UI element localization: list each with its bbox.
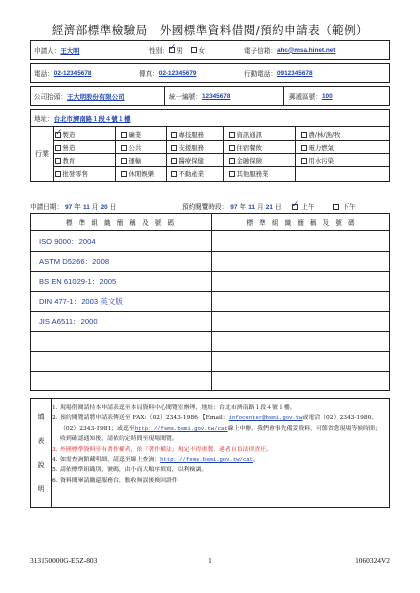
industry-option[interactable] [171, 130, 204, 139]
industry-option-label: 資訊通訊 [236, 131, 263, 139]
fax-label: 傳真： [139, 70, 159, 78]
instruction-item-3: 3. 外國標準資料享有著作權者，依「著作權法」規定不得重製，違者自負法律責任。 [52, 446, 273, 453]
applicant-name-field[interactable]: 王大明 [60, 47, 80, 55]
zip-field[interactable]: 100 [321, 92, 333, 100]
industry-option-label: 製造 [62, 131, 76, 139]
industry-checkbox[interactable] [121, 158, 127, 164]
industry-option-label: 運輸 [128, 157, 142, 165]
address-label: 地址： [34, 115, 54, 123]
apply-date-label: 申請日期： [30, 203, 63, 211]
instructions-section [30, 398, 390, 508]
day-unit-2: 日 [274, 203, 282, 211]
industry-option[interactable] [55, 169, 88, 178]
gender-female-label: 女 [198, 47, 205, 55]
industry-option-label: 住宿餐飲 [236, 144, 263, 152]
industry-checkbox[interactable] [229, 145, 235, 151]
zip-label: 郵遞區號： [289, 93, 322, 101]
row-contact [30, 63, 390, 83]
gender-male-checkbox[interactable] [169, 47, 175, 53]
row-applicant [30, 40, 390, 60]
am-label: 上午 [301, 203, 315, 211]
industry-option-label: 電力燃氣 [308, 144, 335, 152]
instruction-item-5: 5. 請依標準組織別、號碼，由小而大順序填寫，以利檢調。 [52, 467, 208, 474]
gender-female-checkbox[interactable] [191, 47, 197, 53]
industry-option[interactable] [121, 156, 141, 165]
company-label: 公司抬頭： [34, 93, 67, 101]
reserve-date-label: 預約閱覽時段： [182, 203, 229, 211]
industry-checkbox[interactable] [171, 158, 177, 164]
pm-checkbox[interactable] [333, 204, 339, 210]
industry-checkbox[interactable] [121, 145, 127, 151]
industry-label: 行業 [35, 150, 49, 158]
industry-section [30, 127, 390, 182]
industry-checkbox[interactable] [121, 171, 127, 177]
email-field[interactable]: ahc@msa.hinet.net [276, 46, 336, 54]
industry-checkbox[interactable] [229, 171, 235, 177]
industry-option[interactable] [121, 143, 141, 152]
apply-month-field[interactable]: 11 [83, 204, 90, 211]
tax-id-label: 統一編號： [169, 93, 202, 101]
reserve-year-field[interactable]: 97 [230, 204, 238, 211]
online-url-link[interactable]: http：//fsms.bsmi.gov.tw/cat [134, 424, 228, 432]
standards-head-left: 標 準 組 織 簡 稱 及 號 碼 [65, 219, 177, 227]
reserve-month-field[interactable]: 11 [248, 204, 255, 211]
industry-option-label: 教育 [62, 157, 76, 165]
form-title: 經濟部標準檢驗局 外國標準資料借閱/預約申請表（範例） [51, 23, 369, 37]
industry-option[interactable] [55, 156, 75, 165]
applicant-name-label: 申請人： [34, 47, 61, 55]
industry-option[interactable] [301, 143, 334, 152]
industry-option[interactable] [121, 130, 141, 139]
industry-option[interactable] [121, 169, 154, 178]
industry-checkbox[interactable] [55, 158, 61, 164]
standards-table [30, 213, 390, 391]
apply-day-field[interactable]: 20 [100, 204, 108, 211]
industry-option[interactable] [55, 130, 75, 139]
apply-year-field[interactable]: 97 [65, 204, 73, 211]
industry-checkbox[interactable] [301, 132, 307, 138]
catalog-url-link[interactable]: http：//fsms.bsmi.gov.tw/cat [160, 456, 254, 464]
standard-entry[interactable]: ISO 9000：2004 [39, 236, 96, 246]
instructions-list [52, 403, 385, 486]
industry-checkbox[interactable] [55, 145, 61, 151]
industry-checkbox[interactable] [171, 171, 177, 177]
footer-version: 1060324V2 [355, 556, 390, 565]
standard-entry[interactable]: BS EN 61029-1：2005 [39, 276, 117, 286]
standard-entry[interactable] [31, 351, 211, 371]
industry-option-label: 金融保險 [236, 157, 263, 165]
industry-grid [53, 127, 389, 181]
industry-option[interactable] [55, 143, 75, 152]
tax-id-field[interactable]: 12345678 [201, 92, 231, 100]
instructions-label: 填 表 說 明 [37, 413, 45, 493]
industry-checkbox[interactable] [229, 158, 235, 164]
industry-option[interactable] [171, 143, 204, 152]
industry-option[interactable] [171, 156, 204, 165]
year-unit-2: 年 [239, 203, 247, 211]
gender-male-label: 男 [176, 47, 183, 55]
industry-option[interactable] [229, 143, 262, 152]
industry-option[interactable] [171, 169, 204, 178]
instruction-item-4: 4. 如需查詢館藏明細，請逕至線上查詢：http：//fsms.bsmi.gov.tw/cat。 [52, 456, 259, 464]
day-unit: 日 [109, 203, 117, 211]
industry-option-label: 醫療保健 [178, 157, 205, 165]
reserve-day-field[interactable]: 21 [265, 204, 273, 211]
industry-option-label: 公共 [128, 144, 142, 152]
pm-label: 下午 [342, 203, 356, 211]
industry-option-label: 休閒娛樂 [128, 170, 155, 178]
am-checkbox[interactable] [292, 204, 298, 210]
industry-checkbox[interactable] [301, 158, 307, 164]
standard-entry[interactable]: DIN 477-1：2003 英文版 [39, 296, 123, 306]
mobile-label: 行動電話： [244, 70, 277, 78]
gender-label: 性別： [149, 47, 169, 55]
standards-head-right: 標 準 組 織 簡 稱 及 號 碼 [246, 219, 357, 227]
industry-option[interactable] [301, 130, 341, 139]
address-field[interactable]: 台北市濟南路１段４號１樓 [53, 115, 131, 123]
phone-label: 電話： [34, 70, 54, 78]
instruction-item-6: 6. 資料閱畢請繳還服務台，點收無誤後換回證件 [52, 477, 178, 484]
industry-checkbox[interactable] [229, 132, 235, 138]
fax-field[interactable]: 02-12345679 [158, 69, 197, 77]
industry-option-label: 批發零售 [62, 170, 89, 178]
industry-option[interactable] [229, 130, 262, 139]
year-unit: 年 [74, 203, 81, 211]
standard-entry[interactable]: JIS A6511：2000 [39, 316, 98, 326]
instruction-item-2: 2. 預約閱覽請將申請表傳送至 FAX:（02）2343-1986 【Email：infocenter@bsmi.gov.tw或電洽（02）2343-1980、（02）2343-1981；或逕至http：//fsms.bsmi.gov.tw/cat線上申辦，我們會事先備妥資料，可節省您現場等候時間；收到確認通知後，請依約定時間至現場閱覽。 [52, 414, 381, 443]
email-link[interactable]: infocenter@bsmi.gov.tw [228, 414, 303, 422]
month-unit-2: 月 [257, 203, 264, 211]
industry-option-label: 支援服務 [178, 144, 205, 152]
industry-checkbox[interactable] [121, 132, 127, 138]
month-unit: 月 [91, 203, 99, 211]
row-company [30, 86, 390, 106]
mobile-field[interactable]: 0912345678 [276, 69, 313, 77]
footer-page-number: 1 [208, 556, 212, 565]
row-address [30, 109, 390, 127]
industry-option-label: 礦業 [128, 131, 142, 139]
industry-option[interactable] [301, 156, 334, 165]
footer-doc-code: 313150000G-E5Z-803 [30, 556, 98, 565]
industry-option-label: 用水污染 [308, 157, 335, 165]
industry-option-label: 農/林/漁/牧 [308, 131, 341, 139]
phone-field[interactable]: 02-12345678 [53, 69, 92, 77]
standard-entry[interactable]: ASTM D5266：2008 [39, 256, 110, 266]
industry-checkbox[interactable] [171, 145, 177, 151]
email-label: 電子信箱： [244, 47, 277, 55]
applicant-section [30, 40, 390, 182]
industry-checkbox[interactable] [55, 132, 61, 138]
industry-checkbox[interactable] [55, 171, 61, 177]
industry-option[interactable] [229, 156, 262, 165]
company-field[interactable]: 王大明股份有限公司 [66, 93, 125, 101]
industry-checkbox[interactable] [301, 145, 307, 151]
standard-entry[interactable] [31, 371, 211, 391]
industry-option-label: 其他服務業 [236, 170, 269, 178]
instruction-item-1: 1. 現場借閱請持本申請表逕至本局資料中心閱覽室辦理，地址：台北市濟南路１段４號１樓。 [52, 405, 296, 411]
industry-checkbox[interactable] [171, 132, 177, 138]
industry-option[interactable] [229, 169, 268, 178]
industry-option-label: 不動產業 [178, 170, 205, 178]
industry-option-label: 專技服務 [178, 131, 205, 139]
industry-option-label: 營造 [62, 144, 76, 152]
standard-entry[interactable] [31, 331, 211, 351]
